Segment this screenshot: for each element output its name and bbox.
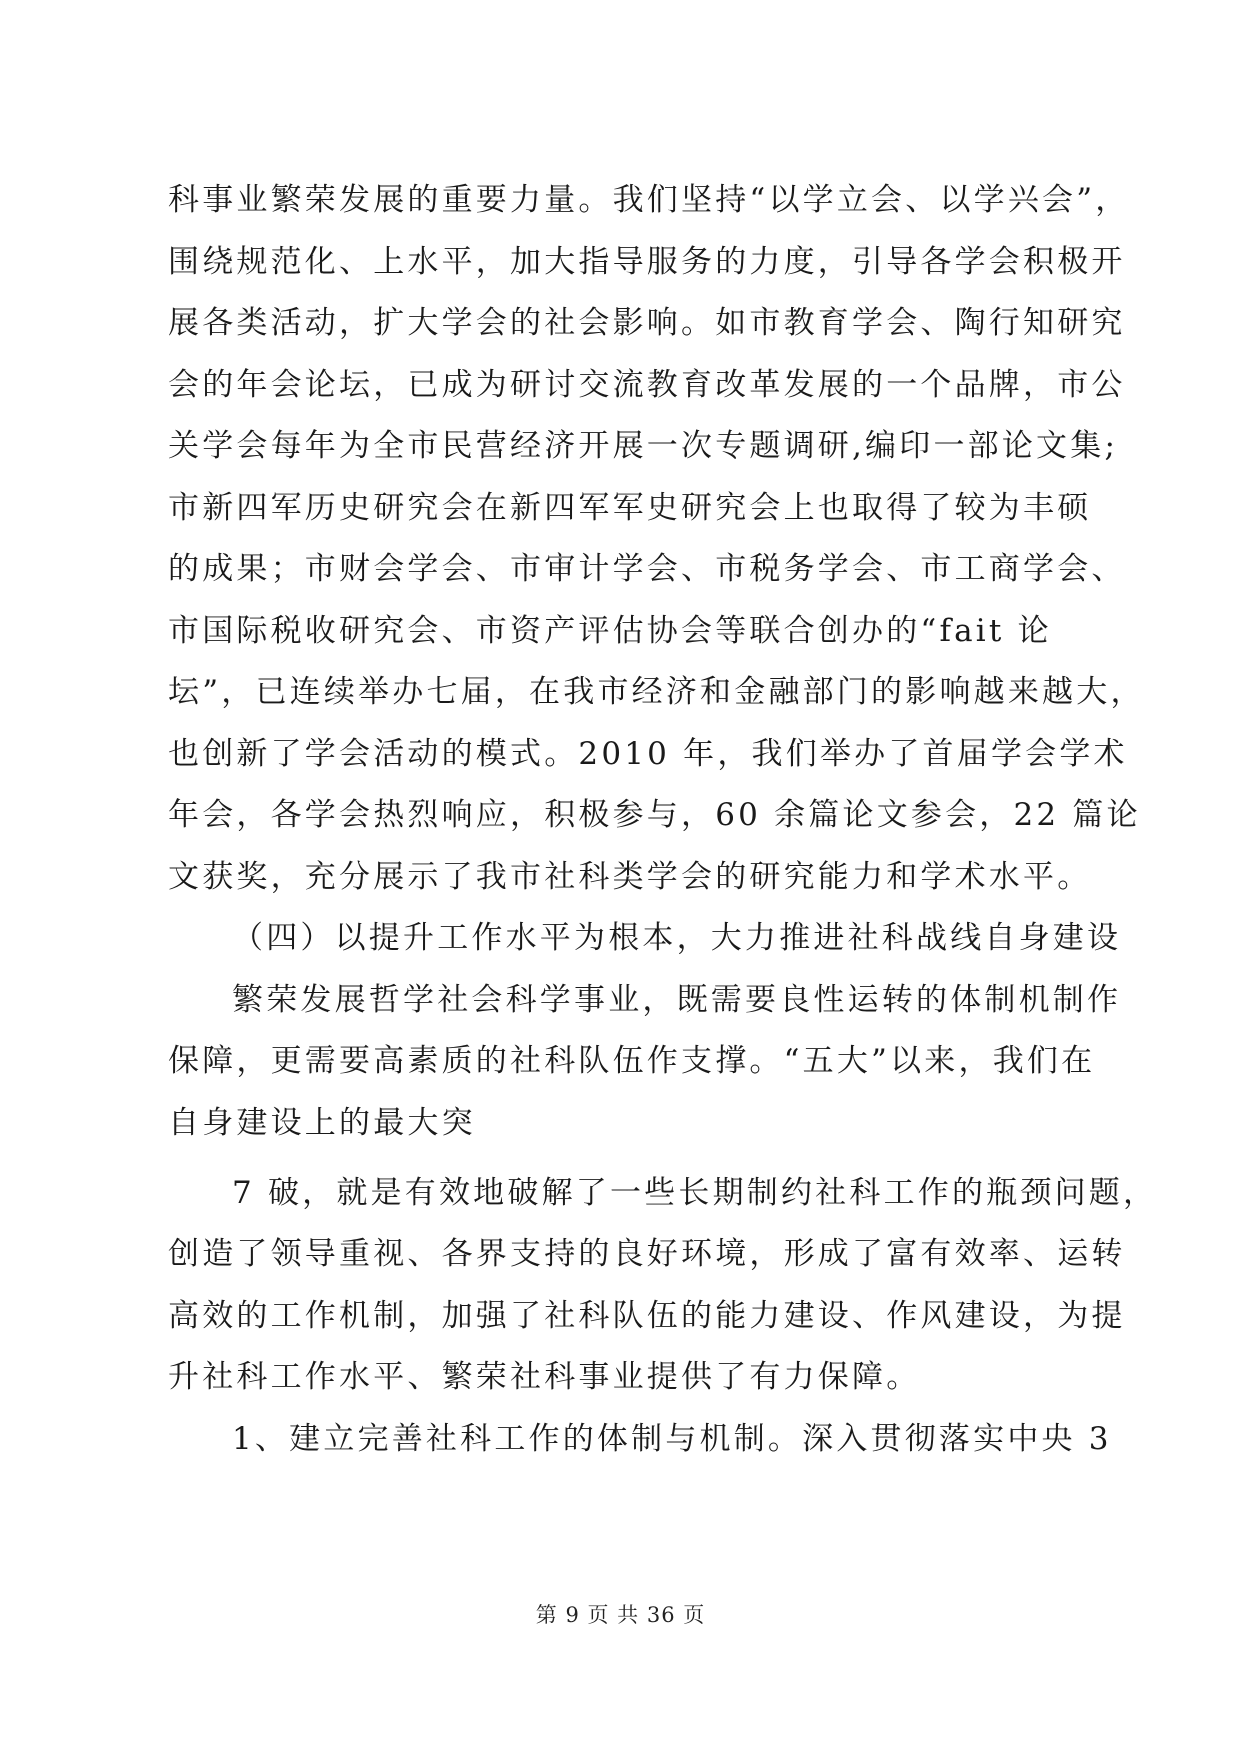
- text-line: 市国际税收研究会、市资产评估协会等联合创办的“fait 论: [168, 613, 1052, 649]
- text-line: 市新四军历史研究会在新四军军史研究会上也取得了较为丰硕: [168, 490, 1092, 526]
- text-line: 也创新了学会活动的模式。2010 年，我们举办了首届学会学术: [168, 736, 1128, 772]
- page-footer: 第 9 页 共 36 页: [535, 1603, 706, 1627]
- text-line: 年会，各学会热烈响应，积极参与，60 余篇论文参会，22 篇论: [168, 797, 1141, 833]
- text-line: 科事业繁荣发展的重要力量。我们坚持“以学立会、以学兴会”，: [168, 182, 1130, 218]
- text-line: 文获奖，充分展示了我市社科类学会的研究能力和学术水平。: [168, 859, 1092, 895]
- text-line: 会的年会论坛，已成为研讨交流教育改革发展的一个品牌，市公: [168, 367, 1126, 403]
- text-line: 围绕规范化、上水平，加大指导服务的力度，引导各学会积极开: [168, 244, 1126, 280]
- text-line: 坛”，已连续举办七届，在我市经济和金融部门的影响越来越大，: [168, 674, 1145, 710]
- text-line: 保障，更需要高素质的社科队伍作支撑。“五大”以来，我们在: [168, 1043, 1096, 1079]
- text-line: 高效的工作机制，加强了社科队伍的能力建设、作风建设，为提: [168, 1298, 1126, 1334]
- text-line: 7 破，就是有效地破解了一些长期制约社科工作的瓶颈问题，: [232, 1175, 1158, 1211]
- text-line: 的成果；市财会学会、市审计学会、市税务学会、市工商学会、: [168, 551, 1126, 587]
- text-line: 关学会每年为全市民营经济开展一次专题调研,编印一部论文集;: [168, 428, 1119, 464]
- text-line: 繁荣发展哲学社会科学事业，既需要良性运转的体制机制作: [232, 982, 1122, 1018]
- text-line: 展各类活动，扩大学会的社会影响。如市教育学会、陶行知研究: [168, 305, 1126, 341]
- text-line: 1、建立完善社科工作的体制与机制。深入贯彻落实中央 3: [232, 1421, 1112, 1457]
- text-line: 自身建设上的最大突: [168, 1105, 476, 1141]
- section-heading: （四）以提升工作水平为根本，大力推进社科战线自身建设: [232, 920, 1122, 956]
- text-line: 创造了领导重视、各界支持的良好环境，形成了富有效率、运转: [168, 1236, 1126, 1272]
- text-line: 升社科工作水平、繁荣社科事业提供了有力保障。: [168, 1359, 921, 1395]
